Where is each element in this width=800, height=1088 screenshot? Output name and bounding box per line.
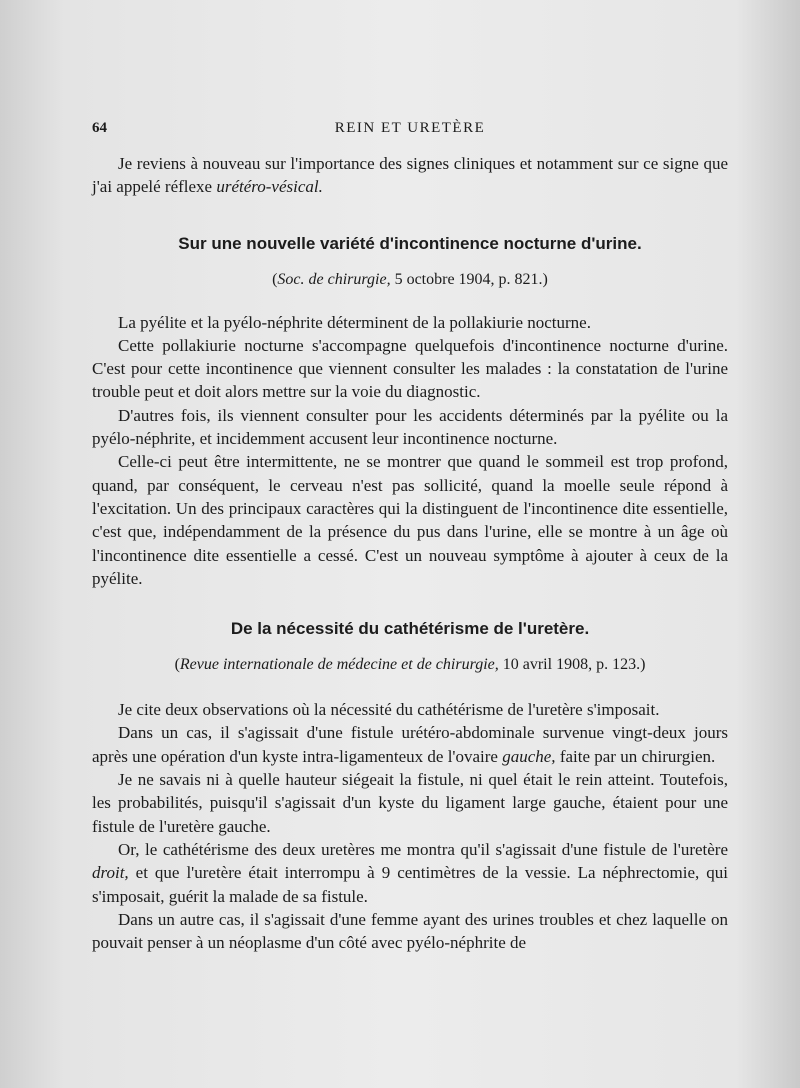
- section1-source: (Soc. de chirurgie, 5 octobre 1904, p. 821.): [272, 270, 548, 288]
- section1-heading: Sur une nouvelle variété d'incontinence nocturne d'urine.: [178, 233, 642, 253]
- section2-heading: De la nécessité du cathétérisme de l'uretère.: [230, 619, 590, 639]
- section2-paragraph: Or, le cathétérisme des deux uretères me montra qu'il s'agissait d'une fistule de l'uretère droit, et que l'uretère était interrompu à 9 centimètres de la vessie. La néphrectomie, qui s'imposait, guérit la malade de sa fistule.: [92, 839, 728, 906]
- section1-paragraph: La pyélite et la pyélo-néphrite déterminent de la pollakiurie nocturne.: [118, 312, 591, 332]
- running-title: REIN ET URETÈRE: [334, 120, 486, 136]
- section1-paragraph: D'autres fois, ils viennent consulter pour les accidents déterminés par la pyélite ou la pyélo-néphrite, et incidemment accusent leur incontinence nocturne.: [92, 405, 728, 449]
- section2-paragraph: Je ne savais ni à quelle hauteur siégeait la fistule, ni quel était le rein atteint. Toutefois, les probabilités, puisqu'il s'agissait d'un kyste du ligament large gauche, étaient pour une fistule de l'uretère gauche.: [92, 770, 728, 836]
- intro-italic-term: urétéro-vésical.: [216, 177, 323, 197]
- page-header: [92, 120, 728, 140]
- section2-source: (Revue internationale de médecine et de chirurgie, 10 avril 1908, p. 123.): [174, 656, 646, 674]
- section2-paragraph: Dans un autre cas, il s'agissait d'une femme ayant des urines troubles et chez laquelle on pouvait penser à un néoplasme d'un côté avec pyélo-néphrite de: [92, 909, 728, 953]
- section2-paragraph: Dans un cas, il s'agissait d'une fistule urétéro-abdominale survenue vingt-deux jours après une opération d'un kyste intra-ligamenteux de l'ovaire gauche, faite par un chirurgien.: [92, 723, 728, 766]
- intro-paragraph: Je reviens à nouveau sur l'importance des signes cliniques et notamment sur ce signe que j'ai appelé réflexe urétéro-vésical.: [92, 154, 728, 197]
- section1-paragraph: Celle-ci peut être intermittente, ne se montrer que quand le sommeil est trop profond, quand, par conséquent, le cerveau n'est pas sollicité, quand la moelle seule répond à l'excitation. Un des principaux caractères qui la distinguent de l'incontinence dite essentielle, c'est que, indépendamment de la présence du pus dans l'urine, elle se montre à un âge où l'incontinence dite essentielle a cessé. C'est un nouveau symptôme à ajouter à ceux de la pyélite.: [92, 452, 728, 588]
- section1-paragraph: Cette pollakiurie nocturne s'accompagne quelquefois d'incontinence nocturne d'urine. C'est pour cette incontinence que viennent consulter les malades : la constatation de l'urine trouble peut et doit alors mettre sur la voie du diagnostic.: [92, 335, 728, 402]
- page-number: 64: [92, 120, 107, 136]
- page-body: [92, 152, 728, 954]
- section2-paragraph: Je cite deux observations où la nécessité du cathétérisme de l'uretère s'imposait.: [118, 700, 660, 720]
